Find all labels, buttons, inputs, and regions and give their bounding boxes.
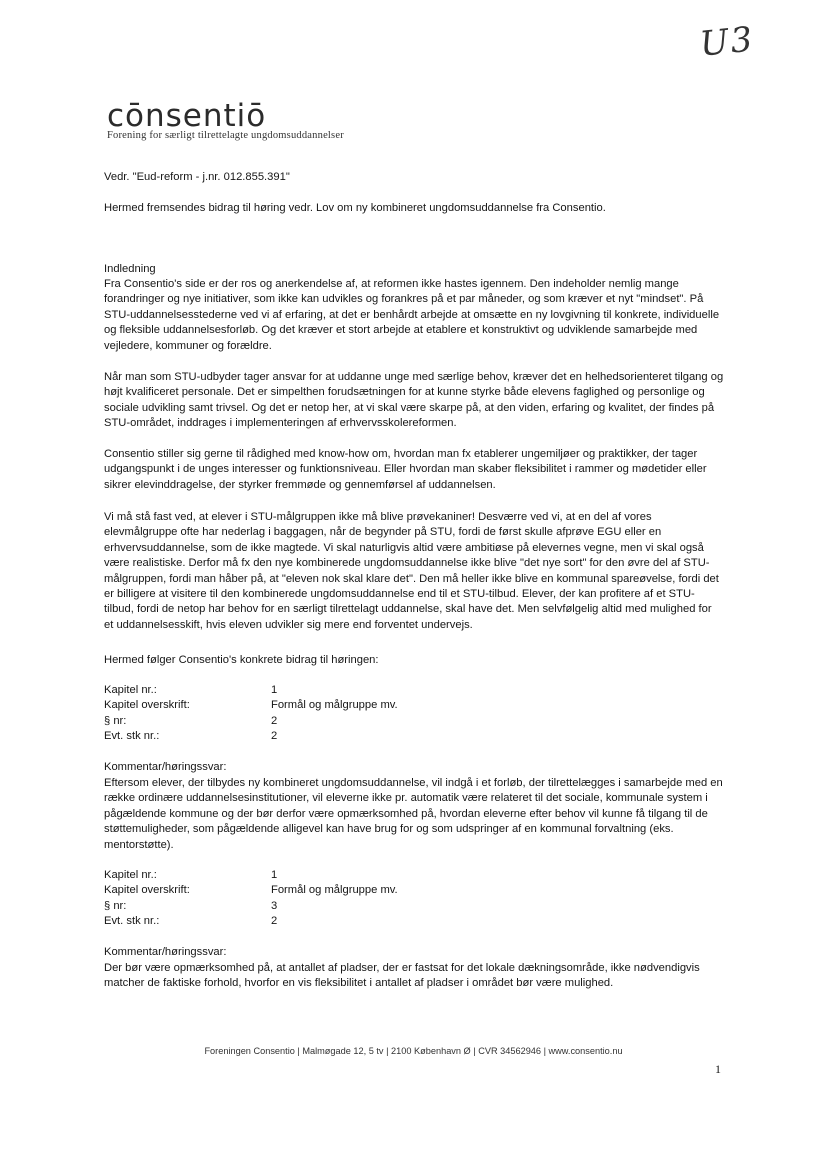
paragraph-1: Fra Consentio's side er der ros og anerkendelse af, at reformen ikke hastes igennem. Den indeholder nemlig mange forandringer og nye initiativer, som ikke kan udvikles og forankres på et par måneder, og som kræver et nyt "mindset". På STU-uddannelsesstederne ved vi af erfaring, at det er benhårdt arbejde at omsætte en ny lovgivning til konkrete, individuelle og fleksible uddannelsesforløb. Og det kræver et stort arbejde at etablere et konstruktivt og udviklende samarbejde med vejledere, kommuner og forældre. — [104, 278, 720, 352]
field-value: 3 — [271, 899, 278, 912]
field-value: Formål og målgruppe mv. — [271, 699, 398, 712]
field-label: § nr: — [104, 714, 127, 727]
section-heading: Indledning — [104, 263, 156, 275]
field-label: § nr: — [104, 899, 127, 912]
comment-heading: Kommentar/høringssvar: — [104, 761, 227, 773]
field-label: Evt. stk nr.: — [104, 730, 160, 743]
field-row — [104, 868, 504, 883]
subject-line: Vedr. "Eud-reform - j.nr. 012.855.391" — [104, 171, 290, 183]
field-value: Formål og målgruppe mv. — [271, 884, 398, 897]
paragraph-3: Consentio stiller sig gerne til rådighed med know-how om, hvordan man fx etablerer ungemiljøer og praktikker, der tager udgangspunkt i de unges interesser og funktionsniveau. Eller hvordan man skaber fleksibilitet i rammer og mødetider eller sikrer elevinddragelse, der styrker fremmøde og gennemførsel af uddannelsen. — [104, 448, 707, 491]
intro-line: Hermed fremsendes bidrag til høring vedr. Lov om ny kombineret ungdomsuddannelse fra Consentio. — [104, 202, 606, 214]
field-value: 1 — [271, 684, 278, 696]
page-number: 1 — [715, 1062, 721, 1076]
field-label: Kapitel nr.: — [104, 684, 157, 696]
field-row — [104, 698, 504, 713]
field-row — [104, 883, 504, 898]
field-label: Evt. stk nr.: — [104, 915, 160, 928]
consentio-logo: cōnsentiō — [107, 98, 267, 134]
field-row — [104, 714, 504, 729]
entry-2-fields — [104, 868, 504, 930]
field-value: 2 — [271, 730, 278, 743]
comment-text: Eftersom elever, der tilbydes ny kombineret ungdomsuddannelse, vil indgå i et forløb, der tilrettelægges i samarbejde med en række ordinære uddannelsesinstitutioner, vil eleverne ikke pr. automatik være relateret til det sociale, kommunale system i pågældende kommune og der bør derfor være opmærksomhed på, hvordan eleverne efter behov vil kunne få tilgang til de støttemuligheder, som pågældende alligevel kan have brug for og som udspringer af en kommunal forvaltning (eks. mentorstøtte). — [104, 777, 723, 851]
paragraph-5: Hermed følger Consentio's konkrete bidrag til høringen: — [104, 654, 379, 666]
field-row — [104, 899, 504, 914]
logo-tagline: Forening for særligt tilrettelagte ungdomsuddannelser — [107, 130, 344, 141]
field-label: Kapitel nr.: — [104, 869, 157, 881]
field-label: Kapitel overskrift: — [104, 699, 190, 712]
field-row — [104, 914, 504, 929]
paragraph-4: Vi må stå fast ved, at elever i STU-målgruppen ikke må blive prøvekaniner! Desværre ved vi, at en del af vores elevmålgruppe ofte har nederlag i baggagen, når de begynder på STU, fordi de først skulle afprøve EGU eller en erhvervsuddannelse, som de ikke magtede. Vi skal naturligvis altid være ambitiøse på elevernes vegne, men vi skal også være realistiske. Derfor må fx den nye kombinerede ungdomsuddannelse ikke blive "det nye sort" for den øvre del af STU-målgruppen, fordi man håber på, at "eleven nok skal klare det". Den må heller ikke blive en kommunal spareøvelse, fordi det er billigere at visitere til den kombinerede ungdomsuddannelse end til et STU-tilbud. Elever, der kan profitere af et STU-tilbud, fordi de netop har behov for en særligt tilrettelagt uddannelse, skal have det. Men selvfølgelig altid med mulighed for et uddannelsesskift, hvis eleven udvikler sig mere end forventet undervejs. — [104, 511, 719, 631]
entry-1-fields — [104, 683, 504, 745]
comment-heading: Kommentar/høringssvar: — [104, 946, 227, 958]
field-row — [104, 683, 504, 698]
handwritten-annotation: U3 — [698, 19, 757, 65]
field-label: Kapitel overskrift: — [104, 884, 190, 897]
field-value: 2 — [271, 915, 278, 928]
page-footer: Foreningen Consentio | Malmøgade 12, 5 tv | 2100 København Ø | CVR 34562946 | www.consentio.nu — [204, 1046, 623, 1056]
field-row — [104, 729, 504, 744]
comment-text: Der bør være opmærksomhed på, at antallet af pladser, der er fastsat for det lokale dækningsområde, ikke nødvendigvis matcher de faktiske forhold, hvorfor en vis fleksibilitet i antallet af pladser i området bør være mulighed. — [104, 962, 700, 990]
field-value: 1 — [271, 869, 278, 881]
field-value: 2 — [271, 714, 278, 727]
paragraph-2: Når man som STU-udbyder tager ansvar for at uddanne unge med særlige behov, kræver det en helhedsorienteret tilgang og højt kvalificeret personale. Det er simpelthen forudsætningen for at kunne styrke både elevens faglighed og personlige og sociale udvikling samt trivsel. Og det er netop her, at vi skal være skarpe på, at den viden, erfaring og kvalitet, der findes på STU-området, inddrages i implementeringen af erhvervsskolereformen. — [104, 371, 724, 430]
